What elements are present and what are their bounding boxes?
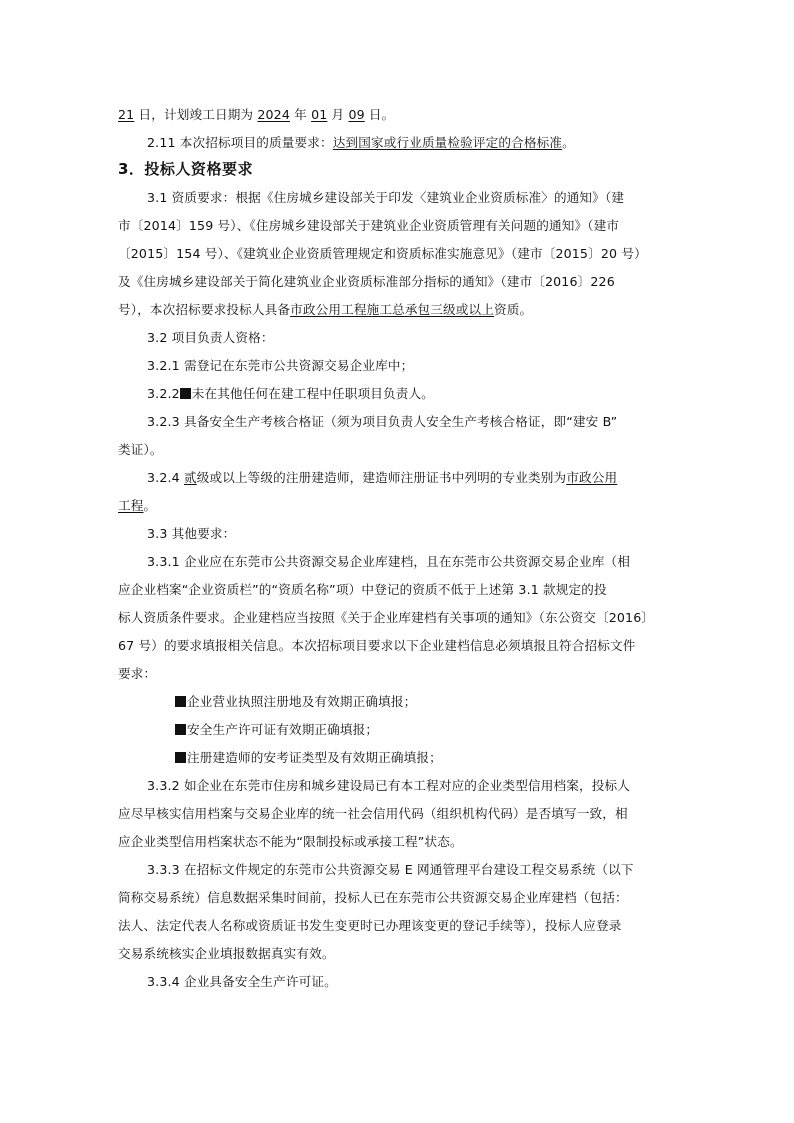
- section-heading: 3．投标人资格要求: [118, 160, 253, 178]
- required-qualification: 市政公用工程施工总承包三级或以上: [290, 302, 495, 317]
- text: 级或以上等级的注册建造师，建造师注册证书中列明的专业类别为: [196, 470, 567, 485]
- qualification-text: 3.1 资质要求：根据《住房城乡建设部关于印发〈建筑业企业资质标准〉的通知》（建: [147, 190, 625, 205]
- requirement-3-3-1: 3.3.1 企业应在东莞市公共资源交易企业库建档，且在东莞市公共资源交易企业库（相: [147, 554, 630, 569]
- checkbox-square-icon: [175, 752, 186, 763]
- text: 未在其他任何在建工程中任职项目负责人。: [191, 386, 434, 401]
- qualification-text: [118, 301, 678, 319]
- completion-day: 09: [348, 107, 365, 122]
- requirement-3-3-3: 3.3.3 在招标文件规定的东莞市公共资源交易 E 网通管理平台建设工程交易系统（以下: [147, 862, 634, 877]
- requirement-3-3-1: 67 号）的要求填报相关信息。本次招标项目要求以下企业建档信息必须填报且符合招标文件: [118, 638, 636, 653]
- text: 。: [143, 498, 157, 513]
- list-item: [175, 721, 735, 739]
- requirement-3-3-1: 要求：: [118, 666, 157, 681]
- start-day: 21: [118, 107, 135, 122]
- text: 号），本次招标要求投标人具备: [118, 302, 291, 317]
- requirement-3-2-3: 类证）。: [118, 442, 163, 457]
- other-requirements-heading: 3.3 其他要求：: [147, 526, 236, 541]
- builder-grade: 贰: [183, 470, 197, 485]
- text: 注册建造师的安考证类型及有效期正确填报；: [187, 750, 442, 765]
- text: 日。: [364, 107, 395, 122]
- checkbox-square-icon: [175, 696, 186, 707]
- text: 企业营业执照注册地及有效期正确填报；: [187, 694, 417, 709]
- requirement-3-2-2: [147, 385, 707, 403]
- requirement-3-3-1: 标人资质条件要求。企业建档应当按照《关于企业库建档有关事项的通知》（东公资交〔2016〕: [118, 610, 655, 625]
- requirement-3-3-3: 法人、法定代表人名称或资质证书发生变更时已办理该变更的登记手续等），投标人应登录: [118, 918, 622, 933]
- qualification-text: 市〔2014〕159 号）、《住房城乡建设部关于建筑业企业资质管理有关问题的通知》（建市: [118, 218, 620, 233]
- text: 3.2.4: [147, 470, 184, 485]
- checkbox-square-icon: [180, 388, 191, 399]
- requirement-3-2-4: [147, 469, 707, 487]
- requirement-3-3-3: 交易系统核实企业填报数据真实有效。: [118, 946, 335, 961]
- text: 。: [562, 135, 575, 150]
- requirement-3-3-1: 应企业档案“企业资质栏”的“资质名称”项）中登记的资质不低于上述第 3.1 款规定的投: [118, 582, 607, 597]
- quality-standard: 达到国家或行业质量检验评定的合格标准: [332, 135, 563, 150]
- quality-requirement: [147, 134, 707, 152]
- text: 2.11 本次招标项目的质量要求：: [147, 135, 333, 150]
- qualification-text: 及《住房城乡建设部关于简化建筑业企业资质标准部分指标的通知》（建市〔2016〕226: [118, 274, 615, 289]
- requirement-3-3-4: 3.3.4 企业具备安全生产许可证。: [147, 974, 337, 989]
- requirement-3-3-3: 简称交易系统）信息数据采集时间前，投标人已在东莞市公共资源交易企业库建档（包括：: [118, 890, 628, 905]
- list-item: [175, 693, 735, 711]
- completion-year: 2024: [257, 107, 290, 122]
- requirement-3-3-2: 3.3.2 如企业在东莞市住房和城乡建设局已有本工程对应的企业类型信用档案，投标人: [147, 778, 630, 793]
- text: 资质。: [494, 302, 533, 317]
- builder-specialty: 工程: [118, 498, 144, 513]
- text: 月: [327, 107, 349, 122]
- text: 安全生产许可证有效期正确填报；: [187, 722, 379, 737]
- qualification-text: 〔2015〕154 号）、《建筑业企业资质管理规定和资质标准实施意见》（建市〔2015〕20 号）: [118, 246, 647, 261]
- requirement-3-2-4: [118, 497, 678, 515]
- text: 年: [290, 107, 312, 122]
- builder-specialty: 市政公用: [566, 470, 618, 485]
- requirement-3-2-3: 3.2.3 具备安全生产考核合格证（须为项目负责人安全生产考核合格证，即“建安 B”: [147, 414, 618, 429]
- text: 日，计划竣工日期为: [134, 107, 258, 122]
- completion-date-line: [118, 106, 678, 124]
- completion-month: 01: [311, 107, 328, 122]
- text: 3.2.2: [147, 386, 180, 401]
- checkbox-square-icon: [175, 724, 186, 735]
- requirement-3-3-2: 应企业类型信用档案状态不能为“限制投标或承接工程”状态。: [118, 834, 463, 849]
- requirement-3-3-2: 应尽早核实信用档案与交易企业库的统一社会信用代码（组织机构代码）是否填写一致，相: [118, 806, 628, 821]
- requirement-3-2-1: 3.2.1 需登记在东莞市公共资源交易企业库中；: [147, 358, 414, 373]
- project-leader-heading: 3.2 项目负责人资格：: [147, 330, 274, 345]
- list-item: [175, 749, 735, 767]
